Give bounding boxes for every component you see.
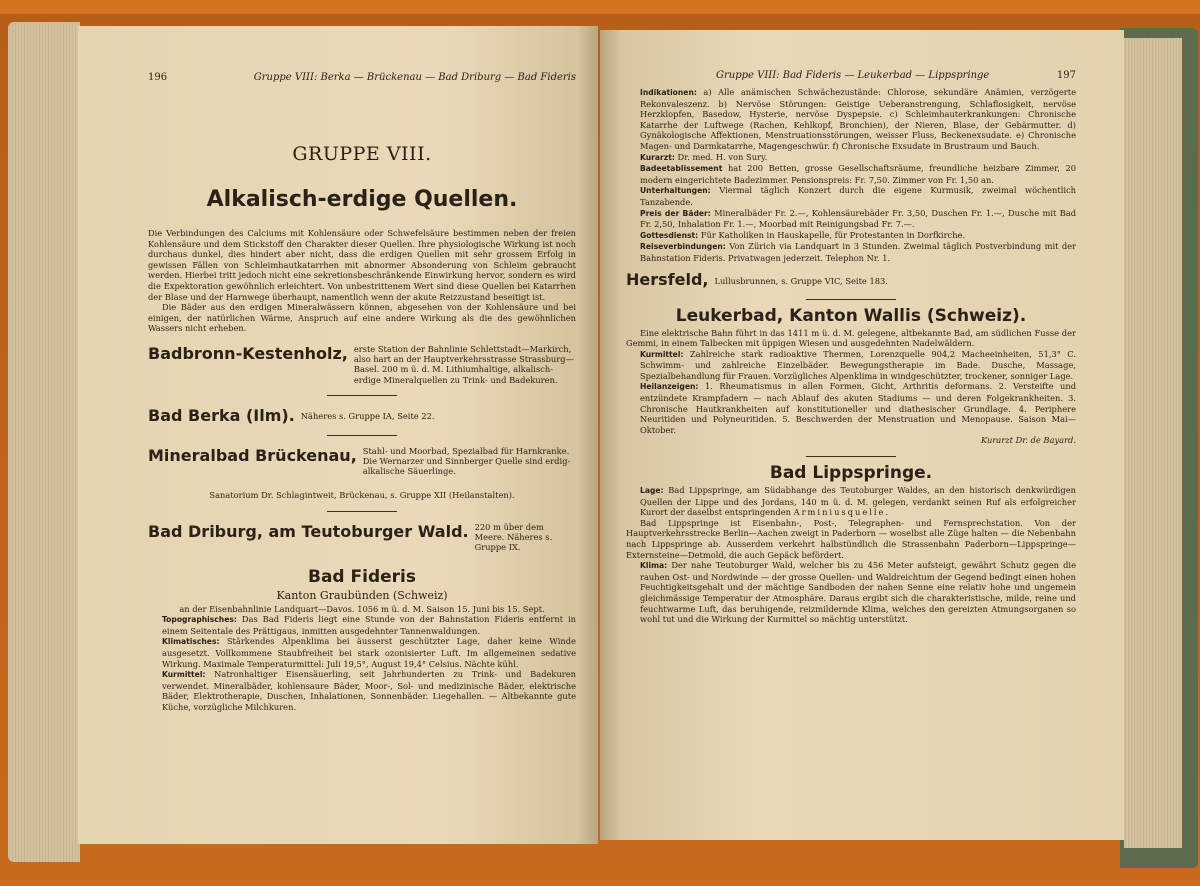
- section-label: Kurmittel:: [162, 670, 206, 680]
- section-label: Reiseverbindungen:: [640, 242, 726, 252]
- section-text: Der nahe Teutoburger Wald, welcher bis zu 456 Meter aufsteigt, gewährt Schutz gegen die rauhen Ost- und Nordwinde — der grosse Quellen- und Waldreichtum der Gegend bedingt einen hohen Feuchtigkeitsgehalt und der mächtige Sandboden der nahen Senne eine relativ hohe und ungemein gleichmässige Temperatur der Atmosphäre. Daraus ergibt sich die charakteristische, milde, reine und feuchtwarme Luft, das beruhigende, reizmildernde Klima, welches den gereizten Atmungsorganen so wohl tut und die Wirkung der Kurmittel so mächtig unterstützt.: [640, 560, 1076, 625]
- group-heading: GRUPPE VIII.: [292, 143, 432, 165]
- divider: [327, 395, 397, 396]
- running-head-text-right: Gruppe VIII: Bad Fideris — Leukerbad — Lippspringe: [716, 70, 990, 81]
- section-text: Zahlreiche stark radioaktive Thermen, Lorenzquelle 904,2 Macheeinheiten, 51,3° C. Schwimm- und zahlreiche Einzelbäder. Bewegungstherapie im Bade. Dusche, Massage, Spezialbehandlung für Frauen. Vorzügliches Alpenklima in windgeschützter, trockener, sonniger Lage.: [640, 348, 1076, 381]
- section-label: Klima:: [640, 561, 668, 571]
- left-page: [78, 26, 598, 844]
- leukerbad-section: [626, 349, 1076, 382]
- fideris-line: an der Eisenbahnlinie Landquart—Davos. 1056 m ü. d. M. Saison 15. Juni bis 15. Sept.: [179, 603, 545, 614]
- intro-paragraph-1: Die Verbindungen des Calciums mit Kohlensäure oder Schwefelsäure bestimmen neben der freien Kohlensäure und dem Stickstoff den Charakter dieser Quellen. Ihre physiologische Wirkung ist noch durchaus dunkel, dies hindert aber nicht, dass die erdigen Quellen mit sehr grossem Erfolg in gewissen Fällen von Schleimhautkatarrhen mit abnormer Absonderung von Schleim gebraucht werden. Hierbei tritt jedoch nicht eine sekretionsbeschränkende Einwirkung hervor, sondern es wird die Expektoration gewöhnlich erleichtert. Von unbestrittenem Wert sind diese Quellen bei Katarrhen der Blase und der Harnwege überhaupt, namentlich wenn der akute Reizzustand beseitigt ist.: [148, 228, 576, 302]
- divider: [806, 456, 896, 457]
- entry-note: 220 m über dem Meere. Näheres s. Gruppe IX.: [474, 521, 553, 553]
- intro-paragraph-2: Die Bäder aus den erdigen Mineralwässern können, abgesehen von der Kohlensäure und bei einigen, der natürlichen Wärme, Anspruch auf eine andere Wirkung als die des gewöhnlichen Wassers nicht erheben.: [148, 302, 576, 334]
- page-number-left: 196: [148, 72, 168, 83]
- section-label: Badeetablissement: [640, 164, 723, 174]
- fideris-cont-section: [626, 208, 1076, 230]
- divider: [327, 435, 397, 436]
- section-label: Lage:: [640, 486, 664, 496]
- running-head-right: [626, 70, 1076, 81]
- fideris-region: Kanton Graubünden (Schweiz): [276, 588, 448, 602]
- section-text: Natronhaltiger Eisensäuerling, seit Jahrhunderten zu Trink- und Badekuren verwendet. Mineralbäder, kohlensaure Bäder, Moor-, Sol- und medizinische Bäder, elektrische Bäder, Elektrotherapie, Duschen, Inhalationen, Sonnenbäder. Liegehallen. — Altbekannte gute Küche, vorzügliche Milchkuren.: [162, 669, 577, 712]
- fideris-cont-section: [626, 163, 1076, 185]
- leukerbad-signature: Kurarzt Dr. de Bayard.: [980, 435, 1076, 446]
- section-label: Unterhaltungen:: [640, 186, 711, 196]
- fideris-section: [148, 669, 576, 712]
- lippspringe-section: Bad Lippspringe ist Eisenbahn-, Post-, Telegraphen- und Fernsprechstation. Von der Hauptverkehrsstrecke Berlin—Aachen zweigt in Paderborn — woselbst alle Züge halten — die Nebenbahn nach Lippspringe ab. Ausserdem verkehrt halbstündlich die Strassenbahn Paderborn—Lippspringe—Externsteine—Detmold, die auch Gepäck befördert.: [626, 517, 1076, 560]
- fideris-cont-section: [626, 152, 1076, 164]
- fideris-cont-section: [626, 241, 1076, 263]
- running-head-text-left: Gruppe VIII: Berka — Brückenau — Bad Driburg — Bad Fideris: [253, 72, 576, 83]
- section-text: hat 200 Betten, grosse Gesellschaftsräume, freundliche heizbare Zimmer, 20 modern eingerichtete Badezimmer. Pensionspreis: Fr. 7,50. Zimmer von Fr. 1,50 an.: [640, 163, 1077, 185]
- page-edges-left: [8, 22, 80, 862]
- arminiusquelle: Arminiusquelle.: [793, 507, 891, 518]
- leukerbad-intro: Eine elektrische Bahn führt in das 1411 m ü. d. M. gelegene, altbekannte Bad, am südlichen Fusse der Gemmi, in einem Talbecken mit üppigen Wiesen und ausgedehnten Nadelwäldern.: [626, 327, 1076, 349]
- lippspringe-section: [626, 485, 1076, 518]
- section-label: Kurarzt:: [640, 152, 675, 162]
- entry-title: Bad Berka (Ilm).: [148, 405, 295, 425]
- entry-brueckenau: [148, 446, 576, 477]
- section-text: Stärkendes Alpenklima bei äusserst geschützter Lage, daher keine Winde ausgesetzt. Vollkommene Staubfreiheit bei stark ozonisierter Luft. Im allgemeinen sedative Wirkung. Maximale Temperaturmittel: Juli 19,5°, August 19,4° Celsius. Nächte kühl.: [162, 636, 576, 669]
- divider: [806, 299, 896, 300]
- leukerbad-section: [626, 381, 1076, 435]
- section-text: a) Alle anämischen Schwächezustände: Chlorose, sekundäre Anämien, verzögerte Rekonvaleszenz. b) Nervöse Störungen: Geistige Ueberanstrengung, Schlaflosigkeit, nervöse Herzklopfen, Basedow, Hysterie, nervöse Dyspepsie. c) Schleimhauterkrankungen: Chronische Katarrhe der Luftwege (Rachen, Kehlkopf, Bronchien), der Nieren, Blase, der Gebärmutter. d) Gynäkologische Affektionen, Menstruationsstörungen, weisser Fluss, Beckenexsudate. e) Chronische Magen- und Darmkatarrhe, Magengeschwür. f) Chronische Exsudate in Brustraum und Bauch.: [640, 87, 1077, 151]
- entry-note: Lullusbrunnen, s. Gruppe VIC, Seite 183.: [714, 275, 888, 286]
- entry-badbronn: [148, 344, 576, 385]
- page-edges-right: [1124, 38, 1182, 848]
- section-label: Indikationen:: [640, 88, 697, 97]
- section-text: Viermal täglich Konzert durch die eigene Kurmusik, zweimal wöchentlich Tanzabende.: [640, 185, 1077, 207]
- section-text: Für Katholiken in Hauskapelle, für Protestanten in Dorfkirche.: [700, 229, 966, 240]
- section-text: Mineralbäder Fr. 2.—, Kohlensäurebäder Fr. 3,50, Duschen Fr. 1.—, Dusche mit Bad Fr. 2,50, Inhalation Fr. 1.—, Moorbad mit Reinigungsbad Fr. 7.—.: [640, 207, 1077, 230]
- sanatorium-line: Sanatorium Dr. Schlagintweit, Brückenau, s. Gruppe XII (Heilanstalten).: [209, 490, 515, 501]
- fideris-cont-section: [626, 230, 1076, 242]
- lippspringe-title: Bad Lippspringe.: [769, 463, 933, 484]
- entry-hersfeld: [626, 270, 1076, 289]
- page-number-right: 197: [1056, 70, 1076, 81]
- fideris-cont-section: [626, 185, 1076, 207]
- section-label: Preis der Bäder:: [640, 208, 711, 218]
- section-label: Topographisches:: [162, 615, 237, 625]
- entry-driburg: [148, 522, 576, 553]
- divider: [327, 511, 397, 512]
- section-text: 1. Rheumatismus in allen Formen, Gicht, Arthritis deformans. 2. Versteifte und entzündete Krampfadern — nach Ablauf des akuten Stadiums — und deren Folgekrankheiten. 3. Chronische Hautkrankheiten auf konstitutioneller und diathesischer Grundlage. 4. Periphere Neuritiden und Polyneuritiden. 5. Beschwerden der Menstruation und Menopause. Saison Mai—Oktober.: [640, 381, 1077, 435]
- entry-title: Mineralbad Brückenau,: [148, 445, 357, 465]
- section-label: Kurmittel:: [640, 349, 684, 359]
- fideris-section: [148, 636, 576, 669]
- section-label: Klimatisches:: [162, 637, 220, 647]
- entry-berka: [148, 406, 576, 425]
- right-page: [600, 30, 1124, 840]
- entry-note: erste Station der Bahnlinie Schlettstadt—Markirch, also hart an der Hauptverkehrsstrasse Strassburg—Basel. 200 m ü. d. M. Lithiumhaltige, alkalisch-erdige Mineralquellen zu Trink- und Badekuren.: [353, 343, 574, 385]
- section-label: Gottesdienst:: [640, 230, 699, 240]
- section-label: Heilanzeigen:: [640, 382, 699, 392]
- entry-title: Bad Driburg, am Teutoburger Wald.: [148, 521, 469, 541]
- leukerbad-title: Leukerbad, Kanton Wallis (Schweiz).: [675, 305, 1027, 326]
- entry-title: Badbronn-Kestenholz,: [148, 343, 348, 363]
- entry-title: Hersfeld,: [626, 269, 709, 289]
- section-text: Dr. med. H. von Sury.: [677, 151, 768, 162]
- entry-note: Stahl- und Moorbad, Spezialbad für Harnkranke. Die Wernarzer und Sinnberger Quelle sind erdig-alkalische Säuerlinge.: [362, 445, 571, 477]
- section-text: Bad Lippspringe, am Südabhange des Teutoburger Waldes, an den historisch denkwürdigen Quellen der Lippe und des Jordans, 140 m ü. d. M. gelegen, verdankt seinen Ruf als erfolgreicher Kurort der daselbst entspringenden: [640, 485, 1076, 518]
- section-text: Von Zürich via Landquart in 3 Stunden. Zweimal täglich Postverbindung mit der Bahnstation Fideris. Privatwagen jederzeit. Telephon Nr. 1.: [640, 241, 1077, 263]
- section-text: Das Bad Fideris liegt eine Stunde von der Bahnstation Fideris entfernt in einem Seitentale des Prättigaus, inmitten ausgedehnter Tannenwaldungen.: [162, 614, 576, 636]
- fideris-title: Bad Fideris: [308, 566, 416, 587]
- fideris-section: [148, 614, 576, 636]
- lippspringe-section: [626, 560, 1076, 625]
- main-title: Alkalisch-erdige Quellen.: [206, 187, 518, 212]
- running-head-left: [148, 72, 576, 83]
- fideris-cont-section: [626, 87, 1076, 152]
- entry-note: Näheres s. Gruppe IA, Seite 22.: [300, 410, 435, 421]
